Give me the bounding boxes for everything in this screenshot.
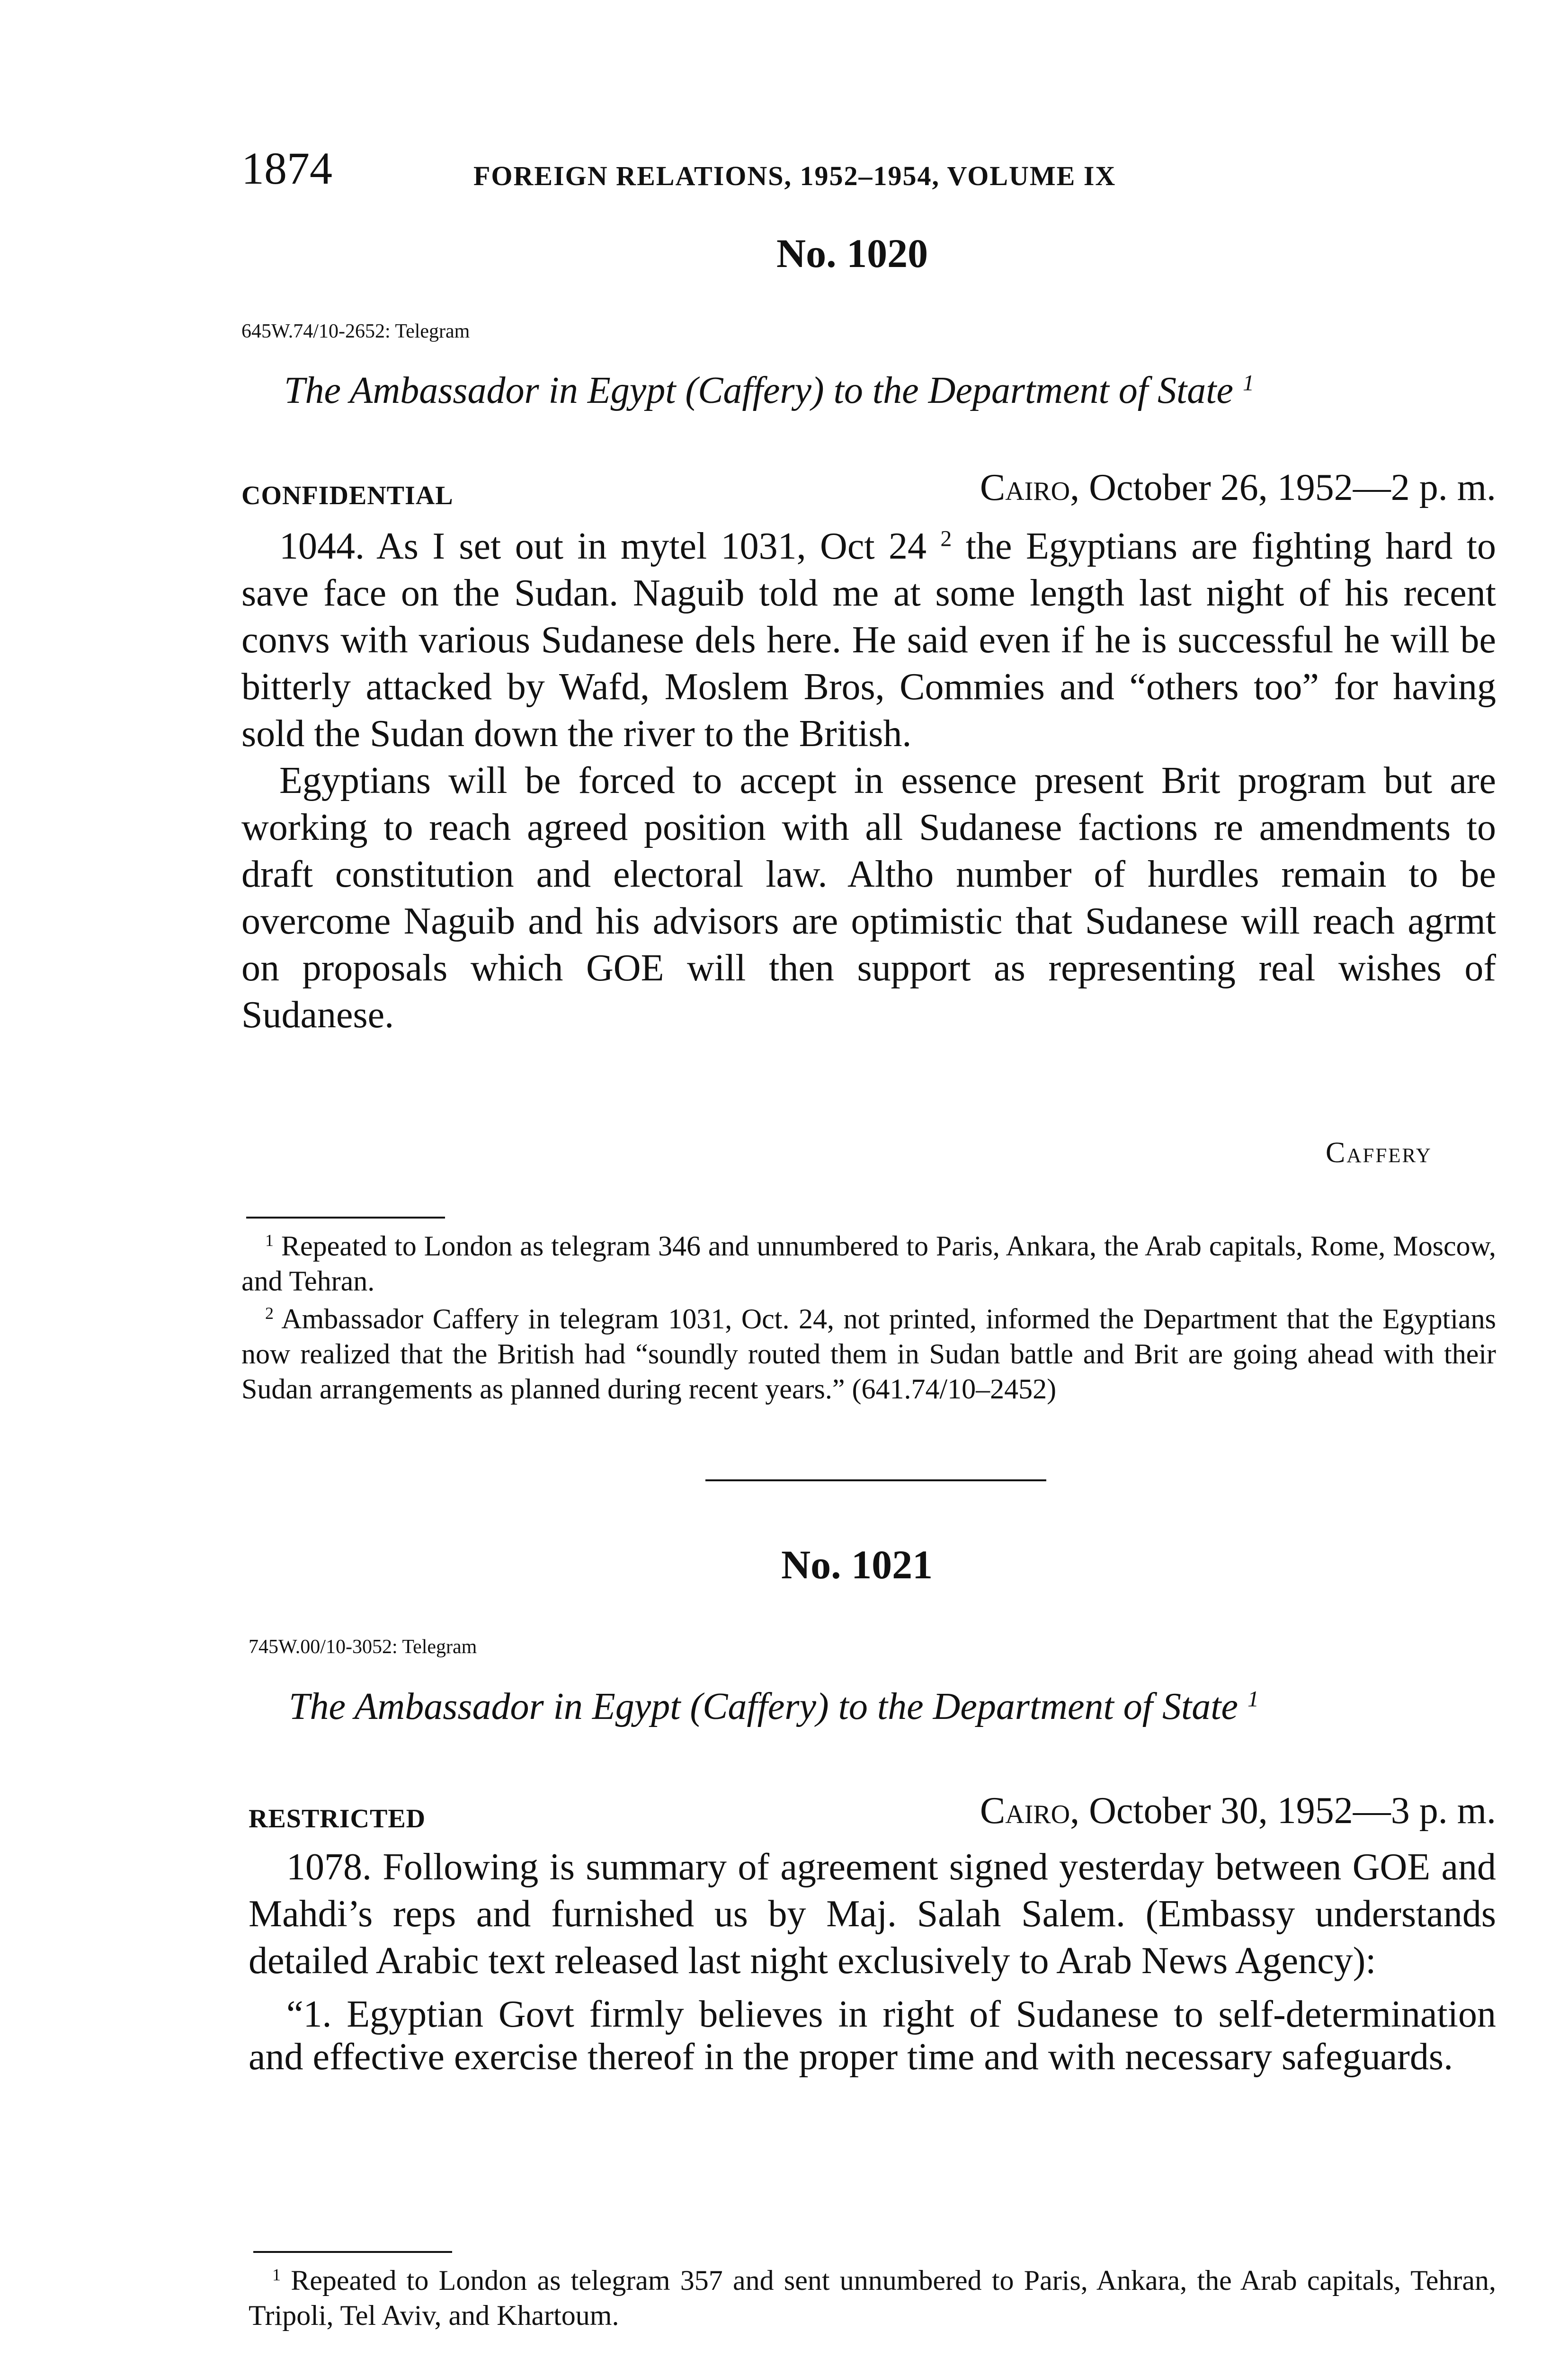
paragraph: “1. Egyptian Govt firmly believes in right of Sudanese to self-determination and effective exercise thereof in the proper time and with necessary safeguards. xyxy=(249,1993,1496,2078)
footnote-marker: 1 xyxy=(1242,370,1254,396)
file-reference: 745W.00/10-3052: Telegram xyxy=(249,1636,477,1658)
footnote-rule xyxy=(253,2251,452,2253)
date: , October 26, 1952—2 p. m. xyxy=(1070,467,1496,508)
dateline xyxy=(881,1789,1496,1833)
footnotes xyxy=(249,2263,1496,2336)
document-number: No. 1020 xyxy=(776,231,928,276)
classification-label: CONFIDENTIAL xyxy=(241,481,454,510)
file-reference: 645W.74/10-2652: Telegram xyxy=(241,320,470,342)
place: Cairo xyxy=(980,1790,1070,1832)
document-body xyxy=(249,1844,1496,2078)
footnote: $^2$ Ambassador Caffery in telegram 1031, Oct. 24, not printed, informed the Department that the Egyptians now realized that the British had “soundly routed them in Sudan battle and Brit are going ahead with their Sudan arrangements as planned during recent years.” (641.74/10–2452) xyxy=(241,1303,1496,1405)
footnotes xyxy=(241,1228,1496,1409)
footnote: $^1$ Repeated to London as telegram 346 and unnumbered to Paris, Ankara, the Arab capitals, Rome, Moscow, and Tehran. xyxy=(241,1230,1497,1297)
footnote-marker: 2 xyxy=(940,526,952,552)
heading-text: The Ambassador in Egypt (Caffery) to the Department of State xyxy=(289,1686,1238,1727)
classification-label: RESTRICTED xyxy=(249,1804,426,1833)
date: , October 30, 1952—3 p. m. xyxy=(1070,1790,1496,1832)
document-heading xyxy=(289,1685,1259,1728)
footnote: $^1$ Repeated to London as telegram 357 and sent unnumbered to Paris, Ankara, the Arab capitals, Tehran, Tripoli, Tel Aviv, and Khartoum. xyxy=(249,2265,1497,2331)
paragraph: 1078. Following is summary of agreement signed yesterday between GOE and Mahdi’s reps and furnished us by Maj. Salah Salem. (Embassy understands detailed Arabic text released last night exclusively to Arab News Agency): xyxy=(249,1846,1496,1982)
place: Cairo xyxy=(980,467,1070,508)
paragraph: Egyptians will be forced to accept in essence present Brit program but are working to reach agreed position with all Sudanese factions re amendments to draft constitution and electoral law. Altho number of hurdles remain to be overcome Naguib and his advisors are optimistic that Sudanese will reach agrmt on proposals which GOE will then support as representing real wishes of Sudanese. xyxy=(241,760,1496,1036)
signature: Caffery xyxy=(1326,1137,1432,1169)
document-number: No. 1021 xyxy=(781,1542,933,1587)
page-number: 1874 xyxy=(241,143,332,194)
footnote-rule xyxy=(246,1217,445,1219)
dateline xyxy=(881,466,1496,509)
running-title: FOREIGN RELATIONS, 1952–1954, VOLUME IX xyxy=(473,160,1116,191)
section-separator xyxy=(705,1479,1046,1481)
footnote-marker: 1 xyxy=(1247,1686,1259,1712)
document-body xyxy=(241,523,1496,1039)
heading-text: The Ambassador in Egypt (Caffery) to the Department of State xyxy=(284,370,1233,411)
document-heading xyxy=(284,369,1254,412)
paragraph: 1044. As I set out in mytel 1031, Oct 24 $^2$ the Egyptians are fighting hard to save face on the Sudan. Naguib told me at some length last night of his recent convs with various Sudanese dels here. He said even if he is successful he will be bitterly attacked by Wafd, Moslem Bros, Commies and “others too” for having sold the Sudan down the river to the British. xyxy=(241,525,1497,755)
